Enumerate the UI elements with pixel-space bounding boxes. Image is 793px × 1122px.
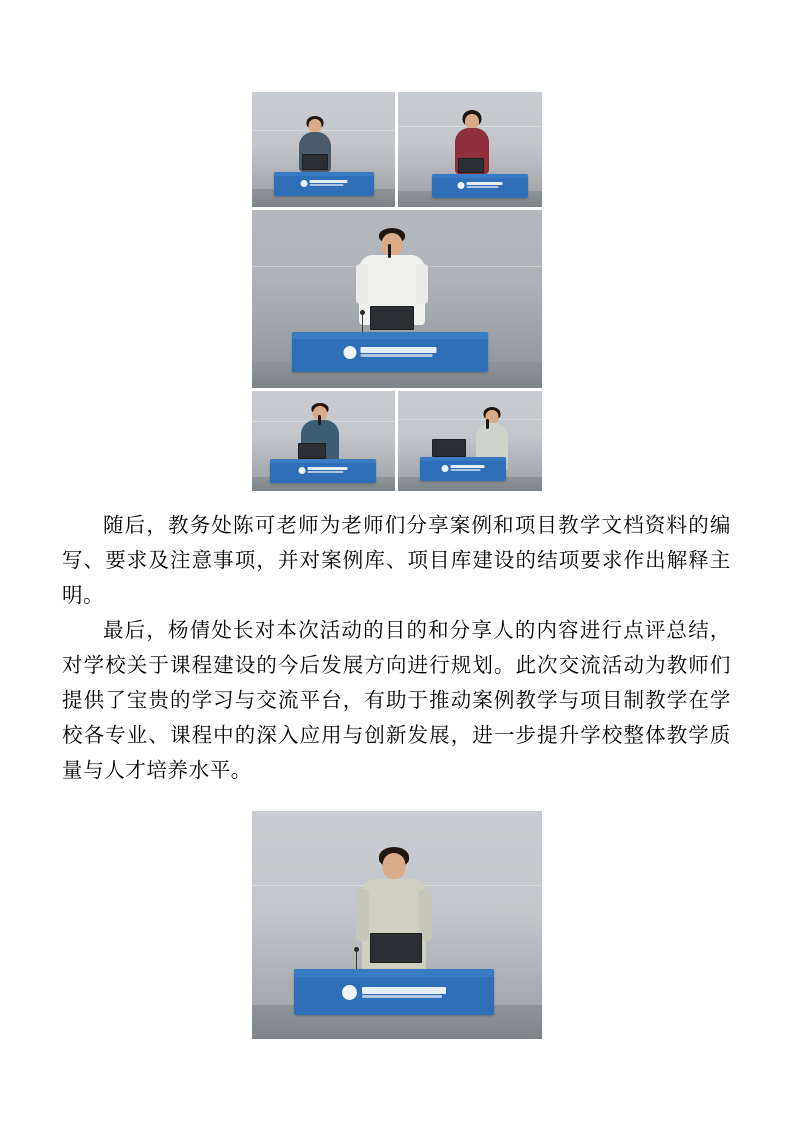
laptop-icon [370, 306, 414, 330]
laptop-icon [370, 933, 422, 963]
laptop-icon [302, 154, 328, 170]
microphone-head-icon [360, 310, 365, 315]
microphone-head-icon [354, 947, 359, 952]
photo-speaker-male-2 [252, 391, 395, 491]
image-bottom-wrapper [252, 811, 542, 1039]
microphone-icon [318, 415, 321, 425]
photo-speaker-female-3 [398, 391, 542, 491]
photo-speaker-female-bottom [252, 811, 542, 1039]
podium [420, 457, 506, 481]
collage-row-3 [252, 391, 542, 491]
podium [294, 969, 494, 1015]
laptop-icon [458, 158, 484, 173]
photo-speaker-female-2 [398, 92, 542, 207]
podium [292, 332, 488, 372]
podium [432, 174, 528, 198]
collage-row-1 [252, 92, 542, 207]
podium [270, 459, 376, 483]
microphone-icon [486, 419, 489, 429]
microphone-icon [388, 244, 391, 258]
laptop-icon [432, 439, 466, 457]
photo-speaker-male-large [252, 210, 542, 388]
paragraph-2: 最后，杨倩处长对本次活动的目的和分享人的内容进行点评总结，对学校关于课程建设的今后发展方向进行规划。此次交流活动为教师们提供了宝贵的学习与交流平台，有助于推动案例教学与项目制教学在学校各专业、课程中的深入应用与创新发展，进一步提升学校整体教学质量与人才培养水平。 [62, 620, 731, 782]
photo-speaker-female-1 [252, 92, 395, 207]
collage-row-2 [252, 210, 542, 388]
paragraph-1: 随后，教务处陈可老师为老师们分享案例和项目教学文档资料的编写、要求及注意事项，并对案例库、项目库建设的结项要求作出解释主明。 [62, 515, 731, 607]
image-collage-top [252, 92, 542, 491]
laptop-icon [298, 443, 326, 459]
podium [274, 172, 374, 196]
